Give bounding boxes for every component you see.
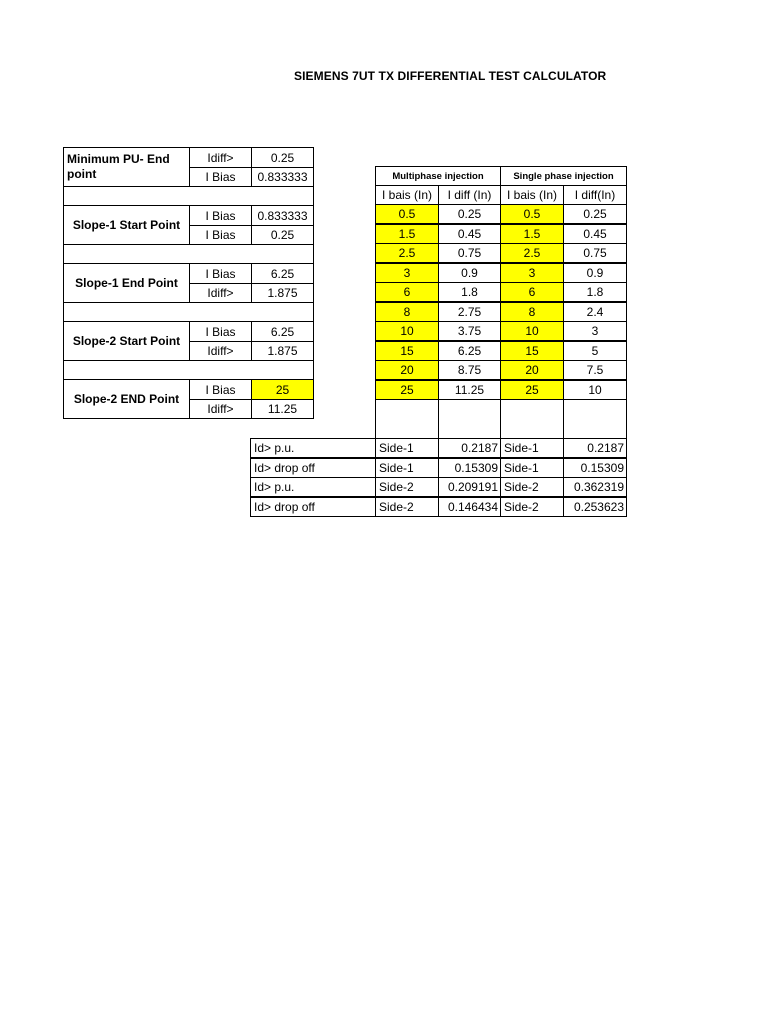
injection-cell-mp-ibias[interactable]: 3 <box>375 263 439 283</box>
slope1-start-param1-value: 0.833333 <box>251 205 314 226</box>
pickup-side-mp: Side-2 <box>375 477 439 497</box>
slope1-end-param1-name: I Bias <box>189 263 252 284</box>
injection-empty-cell <box>375 399 439 439</box>
col-header-sp-ibias: I bais (In) <box>500 185 564 205</box>
injection-cell-mp-idiff: 3.75 <box>438 321 501 341</box>
slope2-start-param1-value: 6.25 <box>251 321 314 342</box>
slope1-end-param2-name: Idiff> <box>189 283 252 303</box>
slope2-end-param2-value: 11.25 <box>251 399 314 419</box>
pickup-value-mp: 0.209191 <box>438 477 501 497</box>
injection-cell-mp-ibias[interactable]: 10 <box>375 321 439 341</box>
col-header-sp-idiff: I diff(In) <box>563 185 627 205</box>
injection-cell-sp-ibias[interactable]: 25 <box>500 380 564 400</box>
injection-cell-mp-ibias[interactable]: 1.5 <box>375 224 439 244</box>
injection-cell-mp-ibias[interactable]: 25 <box>375 380 439 400</box>
spacer-row <box>63 186 314 206</box>
injection-cell-sp-ibias[interactable]: 10 <box>500 321 564 341</box>
pickup-side-mp: Side-1 <box>375 438 439 458</box>
slope2-end-param2-name: Idiff> <box>189 399 252 419</box>
injection-empty-cell <box>438 399 501 439</box>
min-pu-param2-name: I Bias <box>189 167 252 187</box>
injection-cell-sp-idiff: 5 <box>563 341 627 361</box>
injection-cell-mp-idiff: 0.9 <box>438 263 501 283</box>
single-phase-header: Single phase injection <box>500 166 627 186</box>
injection-cell-mp-ibias[interactable]: 0.5 <box>375 204 439 224</box>
slope2-start-param1-name: I Bias <box>189 321 252 342</box>
slope1-end-param1-value: 6.25 <box>251 263 314 284</box>
slope1-start-param2-value: 0.25 <box>251 225 314 245</box>
injection-cell-sp-ibias[interactable]: 0.5 <box>500 204 564 224</box>
pickup-value-mp: 0.2187 <box>438 438 501 458</box>
min-pu-param1-value: 0.25 <box>251 147 314 168</box>
injection-cell-sp-ibias[interactable]: 1.5 <box>500 224 564 244</box>
multiphase-header: Multiphase injection <box>375 166 501 186</box>
injection-empty-cell <box>500 399 564 439</box>
slope2-end-param1-name: I Bias <box>189 379 252 400</box>
slope1-start-param2-name: I Bias <box>189 225 252 245</box>
pickup-label: Id> p.u. <box>250 438 376 458</box>
injection-cell-mp-ibias[interactable]: 8 <box>375 302 439 322</box>
injection-cell-sp-ibias[interactable]: 2.5 <box>500 243 564 263</box>
injection-cell-sp-idiff: 0.9 <box>563 263 627 283</box>
pickup-side-sp: Side-1 <box>500 458 564 478</box>
injection-cell-sp-idiff: 2.4 <box>563 302 627 322</box>
injection-cell-sp-ibias[interactable]: 6 <box>500 282 564 302</box>
min-pu-param2-value: 0.833333 <box>251 167 314 187</box>
injection-cell-sp-ibias[interactable]: 3 <box>500 263 564 283</box>
pickup-label: Id> drop off <box>250 458 376 478</box>
slope2-start-param2-value: 1.875 <box>251 341 314 361</box>
slope2-end-param1-value[interactable]: 25 <box>251 379 314 400</box>
spacer-row <box>63 360 314 380</box>
injection-cell-mp-idiff: 0.75 <box>438 243 501 263</box>
pickup-value-sp: 0.362319 <box>563 477 627 497</box>
pickup-value-sp: 0.253623 <box>563 497 627 517</box>
injection-cell-sp-ibias[interactable]: 20 <box>500 360 564 380</box>
injection-cell-mp-idiff: 11.25 <box>438 380 501 400</box>
injection-cell-mp-idiff: 0.45 <box>438 224 501 244</box>
injection-cell-sp-idiff: 1.8 <box>563 282 627 302</box>
injection-cell-mp-ibias[interactable]: 2.5 <box>375 243 439 263</box>
injection-cell-mp-ibias[interactable]: 20 <box>375 360 439 380</box>
slope1-end-label: Slope-1 End Point <box>63 263 190 303</box>
injection-cell-mp-ibias[interactable]: 15 <box>375 341 439 361</box>
pickup-value-mp: 0.146434 <box>438 497 501 517</box>
slope1-end-param2-value: 1.875 <box>251 283 314 303</box>
pickup-side-sp: Side-2 <box>500 497 564 517</box>
pickup-label: Id> drop off <box>250 497 376 517</box>
pickup-side-mp: Side-2 <box>375 497 439 517</box>
pickup-value-mp: 0.15309 <box>438 458 501 478</box>
col-header-mp-ibias: I bais (In) <box>375 185 439 205</box>
injection-cell-sp-ibias[interactable]: 15 <box>500 341 564 361</box>
min-pu-param1-name: Idiff> <box>189 147 252 168</box>
injection-cell-sp-idiff: 0.75 <box>563 243 627 263</box>
injection-cell-mp-idiff: 1.8 <box>438 282 501 302</box>
min-pu-label: Minimum PU- End point <box>63 147 190 187</box>
injection-cell-sp-idiff: 10 <box>563 380 627 400</box>
slope1-start-param1-name: I Bias <box>189 205 252 226</box>
spacer-row <box>63 244 314 264</box>
injection-cell-sp-ibias[interactable]: 8 <box>500 302 564 322</box>
injection-cell-sp-idiff: 7.5 <box>563 360 627 380</box>
slope2-end-label: Slope-2 END Point <box>63 379 190 419</box>
pickup-label: Id> p.u. <box>250 477 376 497</box>
injection-cell-mp-idiff: 0.25 <box>438 204 501 224</box>
slope1-start-label: Slope-1 Start Point <box>63 205 190 245</box>
pickup-value-sp: 0.15309 <box>563 458 627 478</box>
col-header-mp-idiff: I diff (In) <box>438 185 501 205</box>
injection-cell-mp-ibias[interactable]: 6 <box>375 282 439 302</box>
injection-cell-sp-idiff: 3 <box>563 321 627 341</box>
injection-cell-sp-idiff: 0.25 <box>563 204 627 224</box>
page-title: SIEMENS 7UT TX DIFFERENTIAL TEST CALCULATOR <box>294 69 607 83</box>
pickup-side-sp: Side-1 <box>500 438 564 458</box>
injection-cell-mp-idiff: 6.25 <box>438 341 501 361</box>
slope2-start-label: Slope-2 Start Point <box>63 321 190 361</box>
spacer-row <box>63 302 314 322</box>
injection-empty-cell <box>563 399 627 439</box>
slope2-start-param2-name: Idiff> <box>189 341 252 361</box>
injection-cell-mp-idiff: 2.75 <box>438 302 501 322</box>
pickup-value-sp: 0.2187 <box>563 438 627 458</box>
pickup-side-sp: Side-2 <box>500 477 564 497</box>
pickup-side-mp: Side-1 <box>375 458 439 478</box>
injection-cell-mp-idiff: 8.75 <box>438 360 501 380</box>
injection-cell-sp-idiff: 0.45 <box>563 224 627 244</box>
